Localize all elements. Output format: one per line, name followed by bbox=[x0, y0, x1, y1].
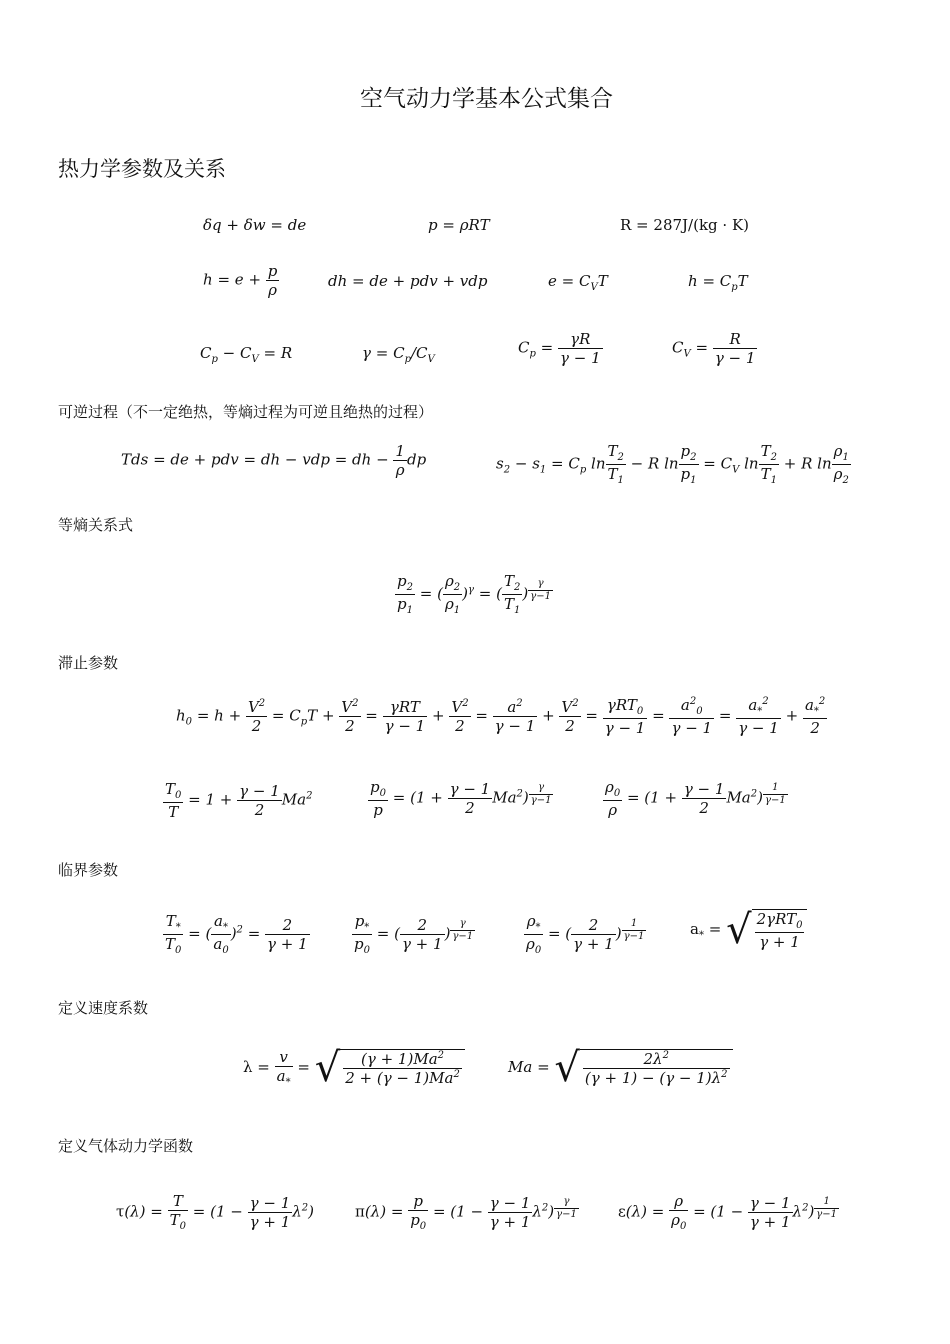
equation-pi-function: π(λ) = $\frac{p}{p_0}$ = (1 − $\frac{\gamma - 1}{\gamma + 1}$ $\lambda^2$) $^{\frac{\gamma}{\gamma-1}}$ bbox=[355, 1192, 577, 1232]
equation-critical-sound-speed: $a_*$ = √ $\frac{2\gamma RT_0}{\gamma + 1}$ bbox=[690, 906, 807, 954]
section-heading-stagnation: 滞止参数 bbox=[58, 654, 119, 672]
equation-mach-from-lambda: Ma = √ $\frac{2\lambda^2}{(\gamma + 1) - (\gamma - 1)\lambda^2}$ bbox=[508, 1044, 733, 1092]
equation-enthalpy: h = e + $\frac{p}{\rho}$ bbox=[203, 262, 278, 299]
equation-stagnation-enthalpy: $h_0 = h$ + $\frac{V^2}{2}$ = $C_pT$ + $\frac{V^2}{2}$ = $\frac{\text{γRT}}{\gamma - 1}$ + $\frac{V^2}{2}$ = $\frac{a^2}{\gamma - 1}$ + $\frac{V^2}{2}$ = $\frac{\gamma RT_0}{\gamma - 1}$ = $\frac{a^2_0}{\gamma - 1}$ = $\frac{a_*^2}{\gamma - 1}$ + $\frac{a_*^2}{2}$ bbox=[176, 696, 826, 737]
equation-critical-temperature: $\frac{T_*}{T_0}$ = ( $\frac{a_*}{a_0}$ )$^2$ = $\frac{2}{\gamma + 1}$ bbox=[165, 912, 308, 956]
equation-critical-density: $\frac{\rho_*}{\rho_0}$ = ( $\frac{2}{\gamma + 1}$ ) $^{\frac{1}{\gamma-1}}$ bbox=[526, 912, 645, 956]
section-heading-isentropic: 等熵关系式 bbox=[58, 516, 134, 534]
equation-tau-function: τ(λ) = $\frac{T}{T_0}$ = (1 − $\frac{\gamma - 1}{\gamma + 1}$ $\lambda^2$) bbox=[116, 1192, 315, 1232]
equation-mayer: $C_p - C_V = R$ bbox=[200, 344, 293, 365]
equation-first-law: δq + δw = de bbox=[203, 216, 307, 234]
section-heading-reversible: 可逆过程（不一定绝热，等熵过程为可逆且绝热的过程） bbox=[58, 403, 434, 421]
equation-gibbs: Tds = de + pdv = dh − vdp = dh − $\frac{1}{\rho}$ dp bbox=[121, 442, 427, 479]
equation-stagnation-temperature: $\frac{T_0}{T}$ = 1 + $\frac{\gamma - 1}{2}$ Ma$^2$ bbox=[165, 780, 313, 821]
equation-enthalpy-differential: dh = de + pdv + vdp bbox=[328, 272, 488, 290]
equation-gamma: $\gamma = C_p/C_V$ bbox=[362, 344, 435, 365]
section-heading-velocity-coeff: 定义速度系数 bbox=[58, 999, 149, 1017]
equation-internal-energy: $e = C_VT$ bbox=[548, 272, 608, 293]
equation-gas-constant: R = 287J/(kg · K) bbox=[620, 216, 750, 234]
equation-lambda-definition: λ = $\frac{v}{a_*}$ = √ $\frac{(\gamma + 1)Ma^2}{2 + (\gamma - 1)Ma^2}$ bbox=[243, 1044, 465, 1092]
section-heading-thermo: 热力学参数及关系 bbox=[58, 157, 226, 181]
section-heading-gas-functions: 定义气体动力学函数 bbox=[58, 1137, 194, 1155]
page-title: 空气动力学基本公式集合 bbox=[360, 86, 613, 112]
equation-cv: $C_V$ = $\frac{R}{\gamma - 1}$ bbox=[672, 330, 756, 367]
section-heading-critical: 临界参数 bbox=[58, 861, 119, 879]
equation-epsilon-function: ε(λ) = $\frac{\rho}{\rho_0}$ = (1 − $\frac{\gamma - 1}{\gamma + 1}$ $\lambda^2$) $^{\frac{1}{\gamma-1}}$ bbox=[618, 1192, 838, 1232]
equation-cp: $C_p$ = $\frac{\gamma R}{\gamma - 1}$ bbox=[518, 330, 601, 367]
equation-critical-pressure: $\frac{p_*}{p_0}$ = ( $\frac{2}{\gamma + 1}$ ) $^{\frac{\gamma}{\gamma-1}}$ bbox=[354, 912, 474, 956]
equation-state: p = ρRT bbox=[428, 216, 490, 234]
equation-isentropic-relations: $\frac{p_2}{p_1}$ = ( $\frac{\rho_2}{\rho_1}$ )$^\gamma$ = ( $\frac{T_2}{T_1}$ ) $^{\frac{\gamma}{\gamma-1}}$ bbox=[397, 572, 551, 616]
equation-entropy-change: $s_2 - s_1 = C_p$ ln $\frac{T_2}{T_1}$ − R ln $\frac{p_2}{p_1}$ = $C_V$ ln $\frac{T_2}{T_1}$ + R ln $\frac{\rho_1}{\rho_2}$ bbox=[496, 442, 849, 486]
equation-enthalpy-cp: $h = C_pT$ bbox=[688, 272, 748, 293]
equation-stagnation-pressure: $\frac{p_0}{p}$ = (1 + $\frac{\gamma - 1}{2}$ Ma$^2$) $^{\frac{\gamma}{\gamma-1}}$ bbox=[370, 778, 552, 819]
equation-stagnation-density: $\frac{\rho_0}{\rho}$ = (1 + $\frac{\gamma - 1}{2}$ Ma$^2$) $^{\frac{1}{\gamma-1}}$ bbox=[605, 778, 786, 819]
